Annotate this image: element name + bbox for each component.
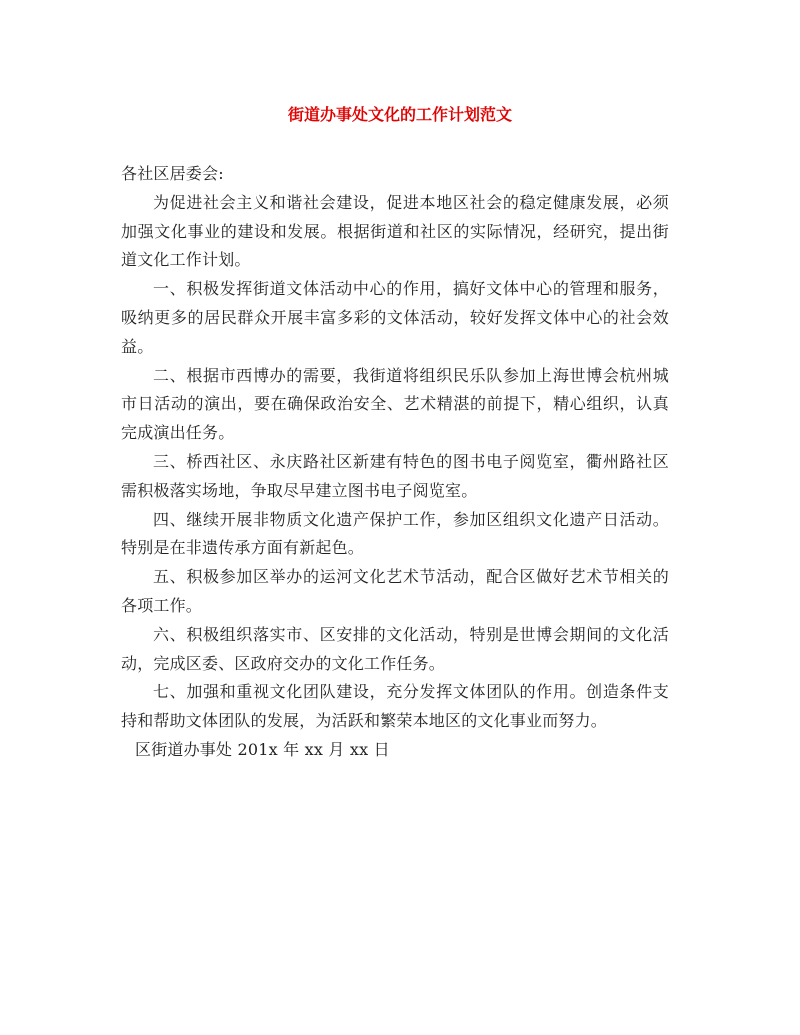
signature-line: 区街道办事处 201x 年 xx 月 xx 日 — [135, 739, 390, 759]
paragraph-item-1: 一、积极发挥街道文体活动中心的作用，搞好文体中心的管理和服务，吸纳更多的居民群众开展丰富多彩的文体活动，较好发挥文体中心的社会效益。 — [121, 279, 669, 356]
document-title: 街道办事处文化的工作计划范文 — [287, 105, 512, 124]
salutation: 各社区居委会: — [121, 164, 224, 183]
paragraph-item-2: 二、根据市西博办的需要，我街道将组织民乐队参加上海世博会杭州城市日活动的演出，要在确保政治安全、艺术精湛的前提下，精心组织，认真完成演出任务。 — [121, 365, 669, 443]
paragraph-item-5: 五、积极参加区举办的运河文化艺术节活动，配合区做好艺术节相关的各项工作。 — [121, 567, 669, 615]
paragraph-item-7: 七、加强和重视文化团队建设，充分发挥文体团队的作用。创造条件支持和帮助文体团队的发展，为活跃和繁荣本地区的文化事业而努力。 — [121, 682, 669, 731]
paragraph-intro: 为促进社会主义和谐社会建设，促进本地区社会的稳定健康发展，必须加强文化事业的建设和发展。根据街道和社区的实际情况，经研究，提出街道文化工作计划。 — [121, 192, 669, 270]
paragraph-item-4: 四、继续开展非物质文化遗产保护工作，参加区组织文化遗产日活动。特别是在非遗传承方面有新起色。 — [121, 509, 669, 558]
document-body — [121, 160, 669, 765]
paragraph-item-6: 六、积极组织落实市、区安排的文化活动，特别是世博会期间的文化活动，完成区委、区政府交办的文化工作任务。 — [121, 624, 669, 673]
paragraph-item-3: 三、桥西社区、永庆路社区新建有特色的图书电子阅览室，衢州路社区需积极落实场地，争取尽早建立图书电子阅览室。 — [121, 451, 669, 500]
